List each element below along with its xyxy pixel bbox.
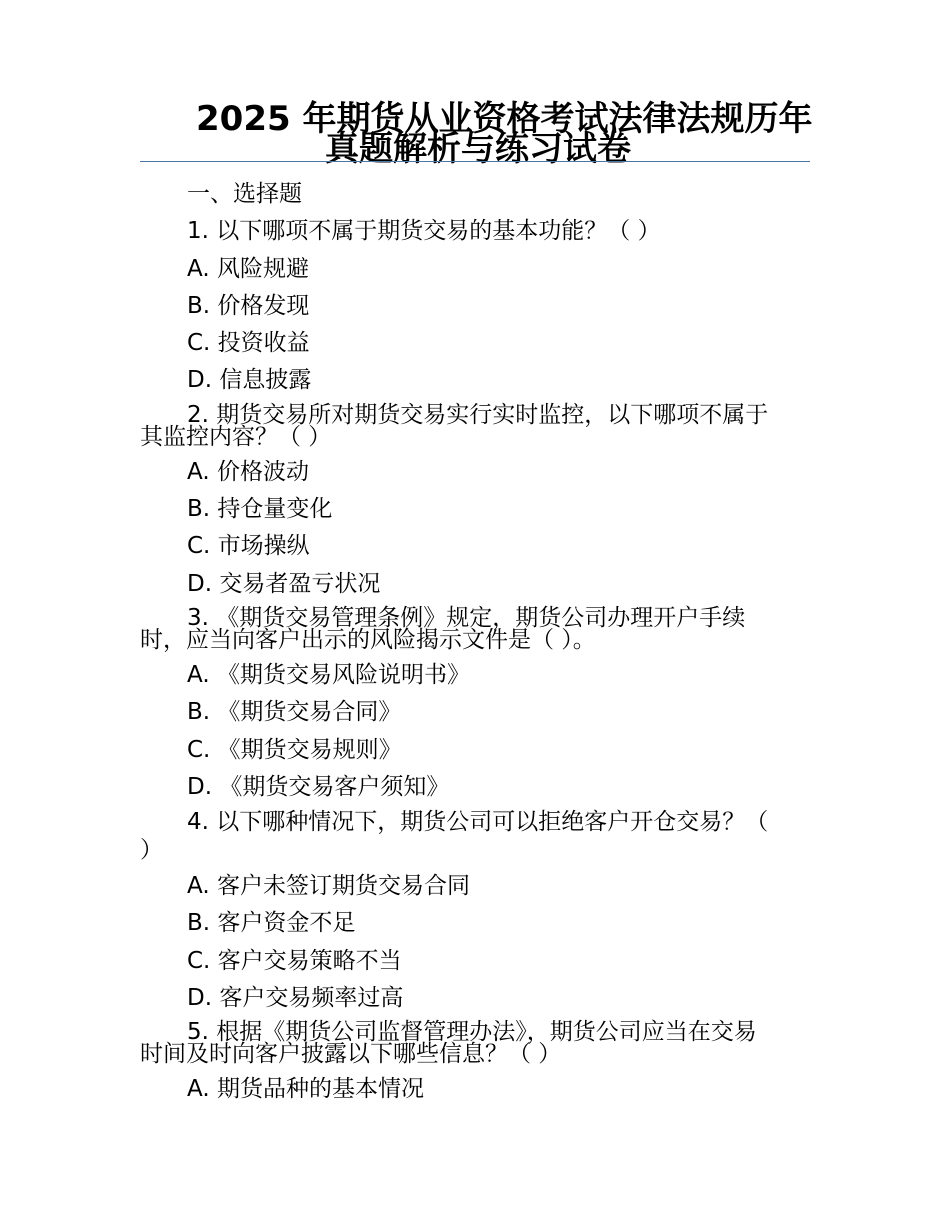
question-4-option-b: B. 客户资金不足 [187, 910, 356, 937]
document-body [140, 176, 810, 1109]
title-divider [140, 161, 810, 162]
question-3-stem [140, 604, 810, 653]
question-3-option-d: D. 《期货交易客户须知》 [187, 773, 450, 800]
section-heading: 一、选择题 [187, 181, 302, 207]
question-1-option-d: D. 信息披露 [187, 367, 312, 394]
title-line-2: 真题解析与练习试卷 [325, 129, 631, 169]
question-2-option-b: B. 持仓量变化 [187, 496, 333, 523]
question-5-stem-line-2: 时间及时向客户披露以下哪些信息？（ ） [140, 1041, 562, 1068]
question-1-option-a: A. 风险规避 [187, 255, 309, 282]
question-4-option-d: D. 客户交易频率过高 [187, 985, 404, 1012]
question-5-option-a: A. 期货品种的基本情况 [187, 1076, 424, 1103]
question-3-option-a: A. 《期货交易风险说明书》 [187, 661, 470, 688]
question-2-option-a: A. 价格波动 [187, 458, 309, 485]
question-2-stem-line-1: 2. 期货交易所对期货交易实行实时监控，以下哪项不属于 [187, 401, 769, 428]
question-3-option-c: C. 《期货交易规则》 [187, 736, 402, 763]
question-3-option-b: B. 《期货交易合同》 [187, 699, 402, 726]
question-4-option-c: C. 客户交易策略不当 [187, 947, 402, 974]
question-1-option-c: C. 投资收益 [187, 330, 310, 357]
question-2-option-c: C. 市场操纵 [187, 533, 310, 560]
question-4-option-a: A. 客户未签订期货交易合同 [187, 873, 470, 900]
question-2-option-d: D. 交易者盈亏状况 [187, 570, 381, 597]
question-4-stem [140, 808, 810, 864]
document-title [140, 99, 813, 169]
question-3-stem-line-1: 3. 《期货交易管理条例》规定，期货公司办理开户手续 [187, 604, 746, 631]
question-2-stem [140, 401, 810, 450]
question-4-stem-line-1: 4. 以下哪种情况下，期货公司可以拒绝客户开仓交易？（ [187, 809, 769, 836]
question-1-stem: 1. 以下哪项不属于期货交易的基本功能？（ ） [187, 218, 661, 245]
question-4-stem-line-2: ） [140, 837, 163, 864]
question-5-stem-line-1: 5. 根据《期货公司监督管理办法》，期货公司应当在交易 [187, 1019, 757, 1046]
question-2-stem-line-2: 其监控内容？（ ） [140, 423, 332, 450]
question-1-option-b: B. 价格发现 [187, 292, 310, 319]
title-line-1: 2025 年期货从业资格考试法律法规历年 [196, 99, 813, 139]
question-3-stem-line-2: 时，应当向客户出示的风险揭示文件是（ ）。 [140, 626, 596, 653]
question-5-stem [140, 1019, 810, 1068]
